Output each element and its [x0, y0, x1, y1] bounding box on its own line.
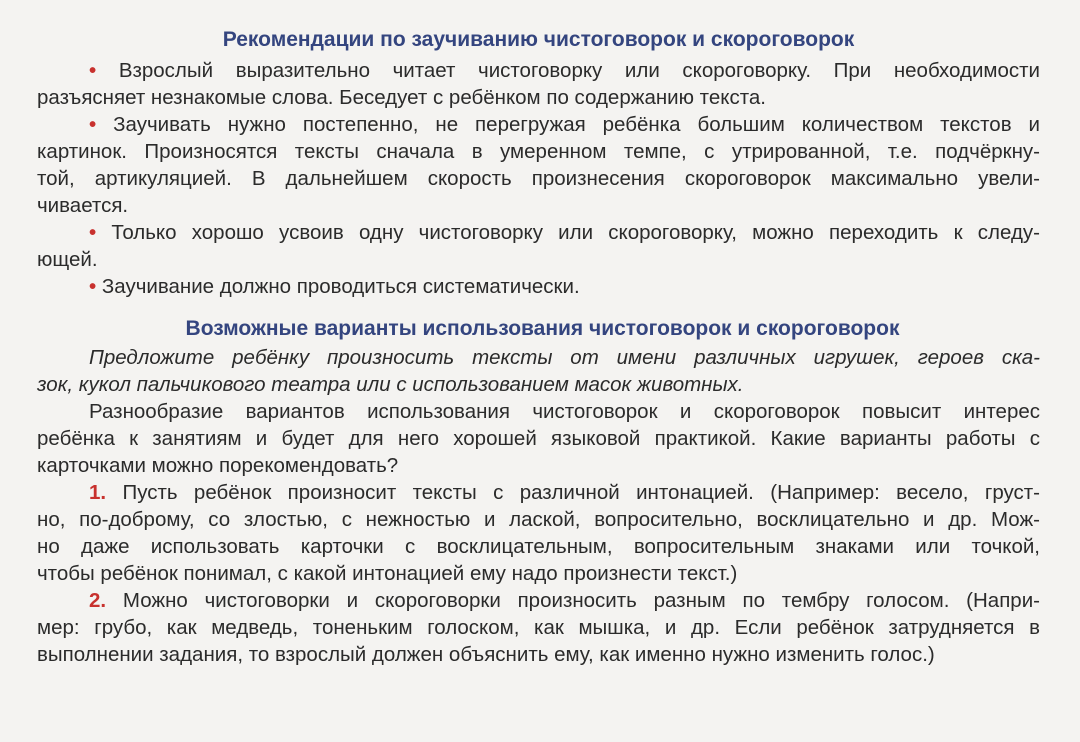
- item-number: 2.: [89, 589, 107, 612]
- text-line: выполнении задания, то взрослый должен объяснить ему, как именно нужно изменить голос.): [37, 643, 935, 666]
- bullet-marker: •: [89, 221, 97, 244]
- text-line: картинок. Произносятся тексты сначала в умеренном темпе, с утрированной, т.е. подчёркну-: [37, 140, 1040, 163]
- text-line: • Взрослый выразительно читает чистоговорку или скороговорку. При необходимости: [89, 59, 1040, 82]
- text-line: • Заучивать нужно постепенно, не перегружая ребёнка большим количеством текстов и: [89, 113, 1040, 136]
- text-line: • Заучивание должно проводиться систематически.: [89, 275, 580, 298]
- text-line: но, по-доброму, со злостью, с нежностью и лаской, вопросительно, восклицательно и др. Мож-: [37, 508, 1040, 531]
- numbered-item: [37, 479, 1040, 587]
- recommendations-list: [37, 57, 1040, 300]
- recommendation-item: [37, 57, 1040, 111]
- recommendation-item: [37, 219, 1040, 273]
- text-line: • Только хорошо усвоив одну чистоговорку или скороговорку, можно переходить к следу-: [89, 221, 1040, 244]
- text-line: чтобы ребёнок понимал, с какой интонацией ему надо произнести текст.): [37, 562, 738, 585]
- text-line: 2. Можно чистоговорки и скороговорки произносить разным по тембру голосом. (Напри-: [89, 589, 1040, 612]
- intro-italic-paragraph: [37, 344, 1040, 398]
- intro-paragraph: [37, 398, 1040, 479]
- text-line: разъясняет незнакомые слова. Беседует с ребёнком по содержанию текста.: [37, 86, 766, 109]
- text-line: Предложите ребёнку произносить тексты от имени различных игрушек, героев ска-: [89, 346, 1040, 369]
- text-line: мер: грубо, как медведь, тоненьким голоском, как мышка, и др. Если ребёнок затрудняется в: [37, 616, 1040, 639]
- recommendation-item: [37, 111, 1040, 219]
- section-heading-recommendations: Рекомендации по заучиванию чистоговорок и скороговорок: [222, 28, 855, 51]
- text-line: 1. Пусть ребёнок произносит тексты с различной интонацией. (Например: весело, груст-: [89, 481, 1040, 504]
- text-line: ющей.: [37, 248, 98, 271]
- text-line: Разнообразие вариантов использования чистоговорок и скороговорок повысит интерес: [89, 400, 1040, 423]
- text-line: зок, кукол пальчикового театра или с использованием масок животных.: [37, 373, 744, 396]
- bullet-marker: •: [89, 113, 97, 136]
- text-line: ребёнка к занятиям и будет для него хорошей языковой практикой. Какие варианты работы с: [37, 427, 1040, 450]
- text-line: той, артикуляцией. В дальнейшем скорость произнесения скороговорок максимально увели-: [37, 167, 1040, 190]
- item-number: 1.: [89, 481, 107, 504]
- section-heading-variants: Возможные варианты использования чистоговорок и скороговорок: [185, 317, 900, 340]
- text-line: чивается.: [37, 194, 129, 217]
- bullet-marker: •: [89, 59, 97, 82]
- recommendation-item: [37, 273, 1040, 300]
- text-line: но даже использовать карточки с восклицательным, вопросительным знаками или точкой,: [37, 535, 1040, 558]
- numbered-item: [37, 587, 1040, 668]
- text-line: карточками можно порекомендовать?: [37, 454, 399, 477]
- bullet-marker: •: [89, 275, 97, 298]
